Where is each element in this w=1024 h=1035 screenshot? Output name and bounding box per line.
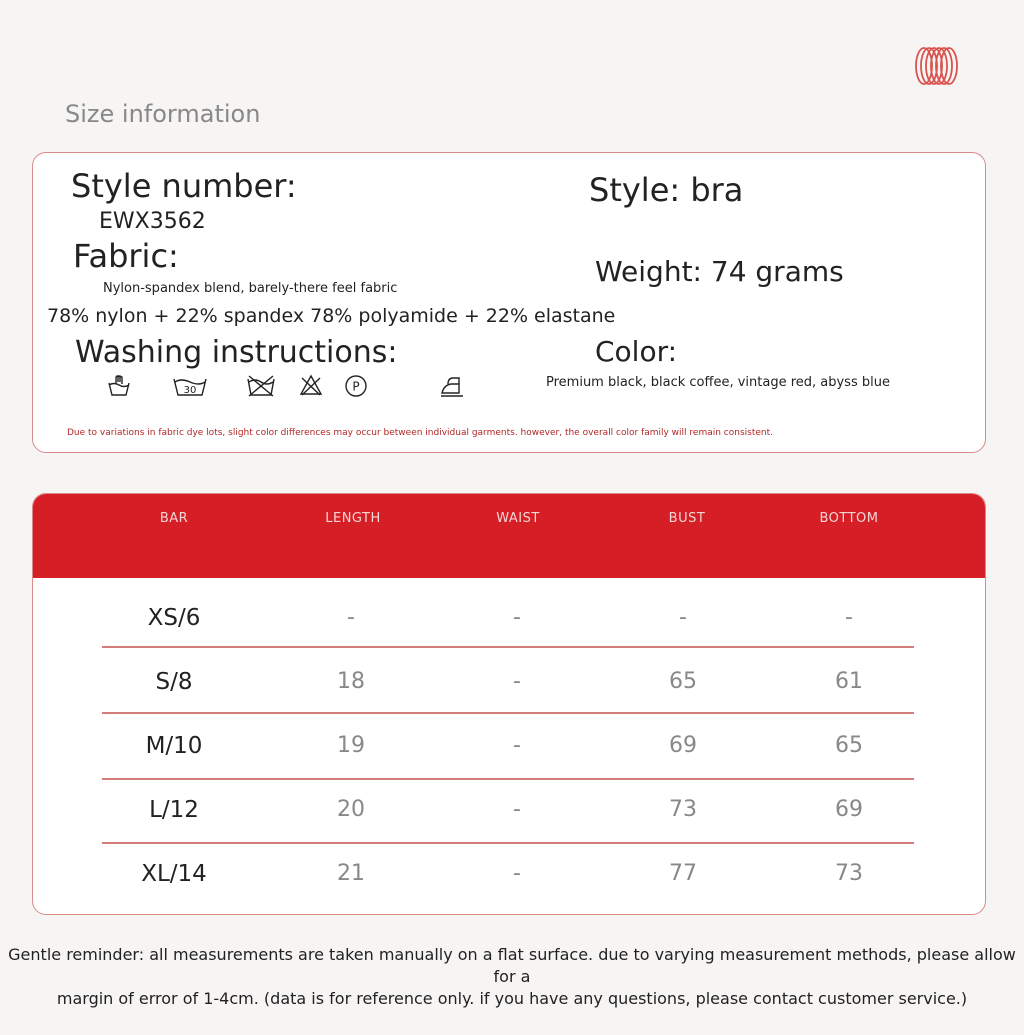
- bust-value: 69: [669, 733, 697, 758]
- table-row: [33, 856, 985, 896]
- style-number-value: EWX3562: [99, 209, 206, 234]
- fabric-composition: 78% nylon + 22% spandex 78% polyamide + 22% elastane: [47, 305, 616, 327]
- no-bleach-icon: [299, 373, 323, 399]
- svg-text:30: 30: [183, 385, 197, 396]
- wash-30-icon: [172, 373, 208, 399]
- iron-icon: [439, 373, 465, 399]
- dry-clean-p-icon: [344, 373, 370, 399]
- waist-value: -: [513, 861, 521, 886]
- table-row: [33, 664, 985, 704]
- bust-value: 65: [669, 669, 697, 694]
- size-table: [32, 493, 986, 915]
- style-label: Style: bra: [589, 171, 744, 209]
- size-label: L/12: [149, 797, 199, 823]
- waist-value: -: [513, 669, 521, 694]
- size-label: S/8: [155, 669, 193, 695]
- waist-value: -: [513, 605, 521, 630]
- bust-value: -: [679, 605, 687, 630]
- header-waist: WAIST: [496, 511, 540, 526]
- bottom-value: 69: [835, 797, 863, 822]
- header-bust: BUST: [668, 511, 706, 526]
- length-value: -: [347, 605, 355, 630]
- length-value: 19: [337, 733, 365, 758]
- bust-value: 73: [669, 797, 697, 822]
- row-divider: [102, 646, 914, 648]
- fabric-description: Nylon-spandex blend, barely-there feel fabric: [103, 281, 398, 296]
- row-divider: [102, 712, 914, 714]
- section-title: Size information: [65, 100, 261, 128]
- waist-value: -: [513, 733, 521, 758]
- reminder-line-2: margin of error of 1-4cm. (data is for reference only. if you have any questions, please contact customer service.): [56, 989, 968, 1008]
- row-divider: [102, 778, 914, 780]
- size-label: XS/6: [147, 605, 201, 631]
- size-table-header: [33, 494, 985, 578]
- hand-wash-icon: [107, 373, 131, 399]
- bottom-value: 61: [835, 669, 863, 694]
- color-disclaimer: Due to variations in fabric dye lots, slight color differences may occur between individual garments. however, the overall color family will remain consistent.: [67, 428, 773, 438]
- bottom-value: -: [845, 605, 853, 630]
- table-row: [33, 792, 985, 832]
- bottom-value: 65: [835, 733, 863, 758]
- length-value: 20: [337, 797, 365, 822]
- waist-value: -: [513, 797, 521, 822]
- row-divider: [102, 842, 914, 844]
- svg-text:P: P: [352, 379, 360, 394]
- color-label: Color:: [595, 335, 678, 368]
- bust-value: 77: [669, 861, 697, 886]
- measurement-reminder: [0, 944, 1024, 1010]
- header-bar: BAR: [159, 511, 189, 526]
- reminder-line-1: Gentle reminder: all measurements are taken manually on a flat surface. due to varying measurement methods, please allow for a: [8, 945, 1016, 986]
- bottom-value: 73: [835, 861, 863, 886]
- length-value: 18: [337, 669, 365, 694]
- size-label: M/10: [145, 733, 203, 759]
- weight-label: Weight: 74 grams: [595, 255, 844, 288]
- fabric-label: Fabric:: [73, 237, 179, 275]
- size-label: XL/14: [141, 861, 207, 887]
- header-bottom: BOTTOM: [819, 511, 879, 526]
- product-info-card: [32, 152, 986, 453]
- style-number-label: Style number:: [71, 167, 297, 205]
- header-length: LENGTH: [325, 511, 381, 526]
- color-options: Premium black, black coffee, vintage red, abyss blue: [546, 375, 890, 390]
- no-tumble-dry-icon: [245, 373, 277, 399]
- table-row: [33, 600, 985, 640]
- table-row: [33, 728, 985, 768]
- red-coil-logo-icon: [912, 44, 960, 88]
- washing-instructions-label: Washing instructions:: [75, 335, 398, 370]
- length-value: 21: [337, 861, 365, 886]
